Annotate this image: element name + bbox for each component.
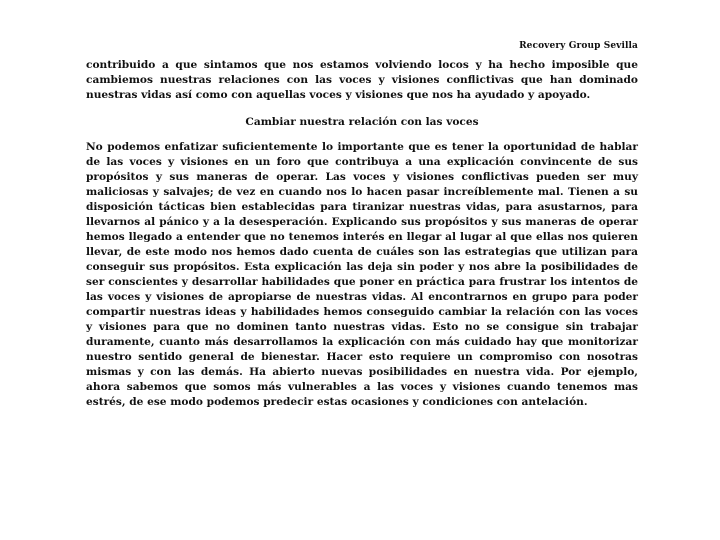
document-body (86, 58, 638, 410)
running-header: Recovery Group Sevilla (519, 41, 638, 51)
paragraph-main: No podemos enfatizar suficientemente lo importante que es tener la oportunidad de hablar de las voces y visiones en un foro que contribuya a una explicación convincente de sus propósitos y sus maneras de operar. Las voces y visiones conflictivas pueden ser muy maliciosas y salvajes; de vez en cuando nos lo hacen pasar increíblemente mal. Tienen a su disposición tácticas bien establecidas para tiranizar nuestras vidas, para asustarnos, para llevarnos al pánico y a la desesperación. Explicando sus propósitos y sus maneras de operar hemos llegado a entender que no tenemos interés en llegar al lugar al que ellas nos quieren llevar, de este modo nos hemos dado cuenta de cuáles son las estrategias que utilizan para conseguir sus propósitos. Esta explicación las deja sin poder y nos abre la posibilidades de ser conscientes y desarrollar habilidades que poner en práctica para frustrar los intentos de las voces y visiones de apropiarse de nuestras vidas. Al encontrarnos en grupo para poder compartir nuestras ideas y habilidades hemos conseguido cambiar la relación con las voces y visiones para que no dominen tanto nuestras vidas. Esto no se consigue sin trabajar duramente, cuanto más desarrollamos la explicación con más cuidado hay que monitorizar nuestro sentido general de bienestar. Hacer esto requiere un compromiso con nosotras mismas y con las demás. Ha abierto nuevas posibilidades en nuestra vida. Por ejemplo, ahora sabemos que somos más vulnerables a las voces y visiones cuando tenemos mas estrés, de ese modo podemos predecir estas ocasiones y condiciones con antelación. (86, 141, 638, 408)
section-heading: Cambiar nuestra relación con las voces (245, 116, 479, 128)
paragraph-continuation: contribuido a que sintamos que nos estamos volviendo locos y ha hecho imposible que cambiemos nuestras relaciones con las voces y visiones conflictivas que han dominado nuestras vidas así como con aquellas voces y visiones que nos ha ayudado y apoyado. (86, 59, 638, 101)
